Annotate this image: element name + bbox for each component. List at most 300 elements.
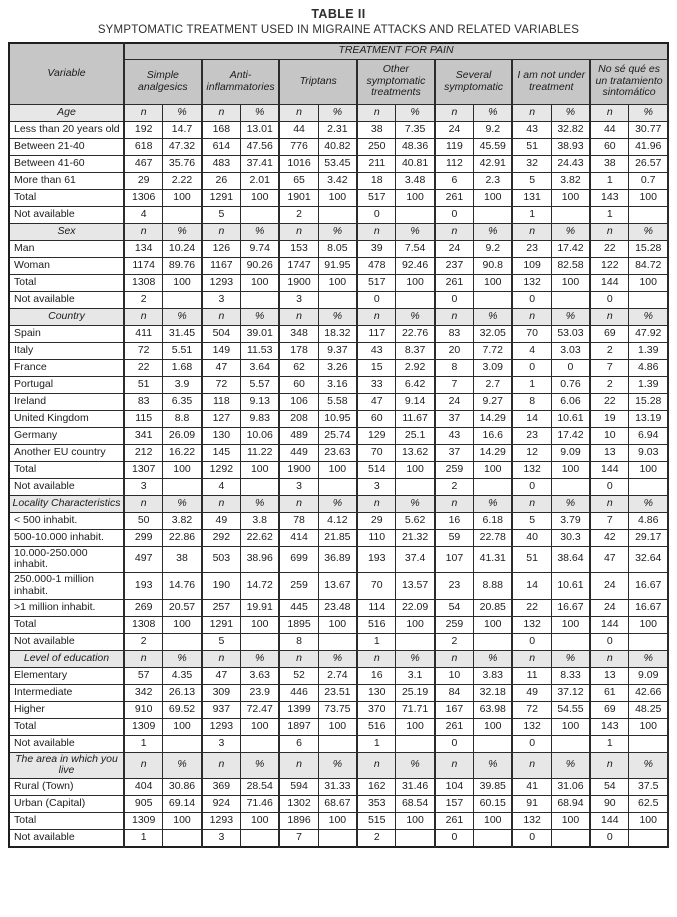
- data-cell: 54: [590, 779, 629, 796]
- data-cell: 72: [512, 701, 551, 718]
- subcolumn-header: n: [435, 223, 474, 240]
- data-cell: 30.3: [551, 529, 590, 546]
- data-cell: 44: [590, 121, 629, 138]
- data-cell: 24: [435, 240, 474, 257]
- table-row: [9, 342, 668, 359]
- table-row: [9, 274, 668, 291]
- data-cell: 9.2: [474, 121, 513, 138]
- data-cell: 117: [357, 325, 396, 342]
- subcolumn-header: %: [241, 752, 280, 779]
- subcolumn-header: %: [163, 308, 202, 325]
- data-cell: 414: [279, 529, 318, 546]
- data-cell: 28.54: [241, 779, 280, 796]
- data-cell: 517: [357, 274, 396, 291]
- data-cell: 9.09: [551, 444, 590, 461]
- data-cell: 112: [435, 155, 474, 172]
- subcolumn-header: %: [629, 752, 668, 779]
- data-cell: 237: [435, 257, 474, 274]
- data-cell: [629, 206, 668, 223]
- subcolumn-header: n: [512, 104, 551, 121]
- data-cell: 292: [202, 529, 241, 546]
- data-cell: 72: [202, 376, 241, 393]
- data-cell: 100: [163, 718, 202, 735]
- data-cell: 100: [241, 189, 280, 206]
- subcolumn-header: %: [241, 495, 280, 512]
- data-cell: 483: [202, 155, 241, 172]
- symptomatic-treatment-table: [8, 42, 669, 848]
- data-cell: 78: [279, 512, 318, 529]
- table-row: [9, 779, 668, 796]
- data-cell: 39.85: [474, 779, 513, 796]
- data-cell: 162: [357, 779, 396, 796]
- data-cell: 4.12: [318, 512, 357, 529]
- data-cell: [551, 830, 590, 847]
- data-cell: 261: [435, 718, 474, 735]
- row-label: Between 41-60: [9, 155, 124, 172]
- data-cell: 23.9: [241, 684, 280, 701]
- data-cell: 4.86: [629, 359, 668, 376]
- row-label: Urban (Capital): [9, 796, 124, 813]
- data-cell: 17.42: [551, 427, 590, 444]
- data-cell: [318, 735, 357, 752]
- data-cell: 1308: [124, 616, 163, 633]
- data-cell: 0: [590, 291, 629, 308]
- data-cell: 43: [435, 427, 474, 444]
- data-cell: 937: [202, 701, 241, 718]
- data-cell: 144: [590, 461, 629, 478]
- data-cell: 100: [629, 718, 668, 735]
- data-cell: 905: [124, 796, 163, 813]
- table-row: [9, 121, 668, 138]
- data-cell: 8.37: [396, 342, 435, 359]
- data-cell: 100: [241, 461, 280, 478]
- data-cell: 924: [202, 796, 241, 813]
- data-cell: 37.4: [396, 546, 435, 573]
- data-cell: 36.89: [318, 546, 357, 573]
- data-cell: 2: [124, 291, 163, 308]
- data-cell: 2: [279, 206, 318, 223]
- data-cell: 10.06: [241, 427, 280, 444]
- subcolumn-header: n: [124, 104, 163, 121]
- row-label: >1 million inhabit.: [9, 599, 124, 616]
- data-cell: 0: [590, 478, 629, 495]
- data-cell: 5.62: [396, 512, 435, 529]
- data-cell: 153: [279, 240, 318, 257]
- data-cell: 1897: [279, 718, 318, 735]
- row-label: Not available: [9, 206, 124, 223]
- section-header-row: [9, 752, 668, 779]
- data-cell: 26.09: [163, 427, 202, 444]
- subcolumn-header: %: [163, 650, 202, 667]
- data-cell: 178: [279, 342, 318, 359]
- data-cell: 132: [512, 461, 551, 478]
- data-cell: 7: [590, 512, 629, 529]
- data-cell: 23: [435, 573, 474, 600]
- subcolumn-header: %: [629, 650, 668, 667]
- data-cell: 13.01: [241, 121, 280, 138]
- data-cell: 60: [357, 410, 396, 427]
- row-label: Between 21-40: [9, 138, 124, 155]
- data-cell: 0: [512, 735, 551, 752]
- subcolumn-header: n: [590, 495, 629, 512]
- data-cell: 212: [124, 444, 163, 461]
- data-cell: 10: [435, 667, 474, 684]
- data-cell: 4: [124, 206, 163, 223]
- data-cell: [551, 291, 590, 308]
- data-cell: 100: [551, 274, 590, 291]
- table-row: [9, 667, 668, 684]
- data-cell: 100: [629, 813, 668, 830]
- data-cell: 100: [241, 616, 280, 633]
- data-cell: 47: [202, 667, 241, 684]
- row-label: Portugal: [9, 376, 124, 393]
- data-cell: 32.18: [474, 684, 513, 701]
- data-cell: 23.51: [318, 684, 357, 701]
- table-row: [9, 393, 668, 410]
- table-row: [9, 359, 668, 376]
- data-cell: 5: [512, 172, 551, 189]
- data-cell: 100: [396, 274, 435, 291]
- table-row: [9, 172, 668, 189]
- subcolumn-header: %: [318, 104, 357, 121]
- data-cell: 131: [512, 189, 551, 206]
- data-cell: 3.8: [241, 512, 280, 529]
- table-row: [9, 376, 668, 393]
- data-cell: 1.39: [629, 342, 668, 359]
- data-cell: [551, 735, 590, 752]
- data-cell: 1.68: [163, 359, 202, 376]
- subcolumn-header: n: [512, 495, 551, 512]
- data-cell: 7: [279, 830, 318, 847]
- row-label: Intermediate: [9, 684, 124, 701]
- data-cell: 1900: [279, 274, 318, 291]
- data-cell: 3.03: [551, 342, 590, 359]
- data-cell: 2: [357, 830, 396, 847]
- data-cell: 4.35: [163, 667, 202, 684]
- data-cell: 38: [357, 121, 396, 138]
- data-cell: 4: [512, 342, 551, 359]
- group-header: Triptans: [279, 59, 357, 104]
- data-cell: 2.01: [241, 172, 280, 189]
- data-cell: 0: [512, 291, 551, 308]
- subcolumn-header: n: [512, 223, 551, 240]
- data-cell: 1895: [279, 616, 318, 633]
- data-cell: 51: [512, 546, 551, 573]
- data-cell: 15.28: [629, 393, 668, 410]
- data-cell: 269: [124, 599, 163, 616]
- data-cell: 11.22: [241, 444, 280, 461]
- subcolumn-header: %: [551, 308, 590, 325]
- table-row: [9, 813, 668, 830]
- data-cell: 3.83: [474, 667, 513, 684]
- subcolumn-header: n: [435, 104, 474, 121]
- data-cell: 5.57: [241, 376, 280, 393]
- data-cell: 8.8: [163, 410, 202, 427]
- data-cell: 8: [279, 633, 318, 650]
- data-cell: 82.58: [551, 257, 590, 274]
- data-cell: 1174: [124, 257, 163, 274]
- data-cell: 13.62: [396, 444, 435, 461]
- data-cell: 342: [124, 684, 163, 701]
- data-cell: 15: [357, 359, 396, 376]
- data-cell: 16: [435, 512, 474, 529]
- data-cell: 2.7: [474, 376, 513, 393]
- data-cell: 369: [202, 779, 241, 796]
- data-cell: 53.45: [318, 155, 357, 172]
- data-cell: 190: [202, 573, 241, 600]
- row-label: 10.000-250.000 inhabit.: [9, 546, 124, 573]
- data-cell: [241, 830, 280, 847]
- data-cell: 100: [163, 274, 202, 291]
- subcolumn-header: %: [474, 752, 513, 779]
- data-cell: 72: [124, 342, 163, 359]
- data-cell: 10.24: [163, 240, 202, 257]
- data-cell: 69.14: [163, 796, 202, 813]
- table-body: [9, 104, 668, 847]
- table-row: [9, 512, 668, 529]
- data-cell: [163, 633, 202, 650]
- data-cell: 16.6: [474, 427, 513, 444]
- data-cell: 60: [279, 376, 318, 393]
- data-cell: [163, 830, 202, 847]
- data-cell: 2.3: [474, 172, 513, 189]
- data-cell: 37: [435, 410, 474, 427]
- data-cell: 3.42: [318, 172, 357, 189]
- data-cell: 60: [590, 138, 629, 155]
- subcolumn-header: %: [474, 495, 513, 512]
- data-cell: 3.09: [474, 359, 513, 376]
- data-cell: 106: [279, 393, 318, 410]
- data-cell: 449: [279, 444, 318, 461]
- section-header-row: [9, 308, 668, 325]
- data-cell: 40: [512, 529, 551, 546]
- subcolumn-header: n: [279, 223, 318, 240]
- table-row: [9, 546, 668, 573]
- subcolumn-header: %: [318, 752, 357, 779]
- data-cell: 6.06: [551, 393, 590, 410]
- data-cell: 132: [512, 616, 551, 633]
- data-cell: 22: [512, 599, 551, 616]
- row-label: More than 61: [9, 172, 124, 189]
- row-label: Ireland: [9, 393, 124, 410]
- data-cell: 208: [279, 410, 318, 427]
- subcolumn-header: %: [629, 223, 668, 240]
- data-cell: 0: [590, 633, 629, 650]
- section-label: Age: [9, 104, 124, 121]
- data-cell: 100: [318, 813, 357, 830]
- subcolumn-header: n: [590, 308, 629, 325]
- data-cell: 30.86: [163, 779, 202, 796]
- subcolumn-header: n: [357, 104, 396, 121]
- data-cell: 1308: [124, 274, 163, 291]
- section-label: The area in which you live: [9, 752, 124, 779]
- data-cell: 699: [279, 546, 318, 573]
- data-cell: 259: [279, 573, 318, 600]
- data-cell: 9.09: [629, 667, 668, 684]
- data-cell: 594: [279, 779, 318, 796]
- section-label: Locality Characteristics: [9, 495, 124, 512]
- data-cell: 100: [551, 813, 590, 830]
- subcolumn-header: %: [163, 223, 202, 240]
- data-cell: 32.64: [629, 546, 668, 573]
- row-label: Not available: [9, 830, 124, 847]
- data-cell: 31.45: [163, 325, 202, 342]
- data-cell: 47.92: [629, 325, 668, 342]
- data-cell: 1896: [279, 813, 318, 830]
- table-row: [9, 291, 668, 308]
- data-cell: 24: [435, 393, 474, 410]
- treatment-for-pain-header: TREATMENT FOR PAIN: [124, 43, 668, 59]
- data-cell: 39.01: [241, 325, 280, 342]
- data-cell: 14: [512, 410, 551, 427]
- data-cell: 110: [357, 529, 396, 546]
- data-cell: 54: [435, 599, 474, 616]
- row-label: Total: [9, 616, 124, 633]
- data-cell: 42.91: [474, 155, 513, 172]
- group-header: Anti-inflammatories: [202, 59, 280, 104]
- data-cell: 100: [551, 718, 590, 735]
- data-cell: 3: [279, 478, 318, 495]
- data-cell: 6.18: [474, 512, 513, 529]
- row-label: France: [9, 359, 124, 376]
- data-cell: 29.17: [629, 529, 668, 546]
- data-cell: 68.67: [318, 796, 357, 813]
- section-header-row: [9, 223, 668, 240]
- data-cell: 122: [590, 257, 629, 274]
- data-cell: [396, 735, 435, 752]
- data-cell: 404: [124, 779, 163, 796]
- data-cell: 7: [590, 359, 629, 376]
- data-cell: 2: [590, 342, 629, 359]
- data-cell: 168: [202, 121, 241, 138]
- row-label: Total: [9, 718, 124, 735]
- subcolumn-header: n: [435, 650, 474, 667]
- subcolumn-header: %: [396, 650, 435, 667]
- row-label: Another EU country: [9, 444, 124, 461]
- subcolumn-header: %: [551, 650, 590, 667]
- data-cell: [241, 291, 280, 308]
- data-cell: 14.7: [163, 121, 202, 138]
- data-cell: 18: [357, 172, 396, 189]
- subcolumn-header: %: [163, 752, 202, 779]
- data-cell: 144: [590, 616, 629, 633]
- data-cell: 115: [124, 410, 163, 427]
- data-cell: 3.82: [551, 172, 590, 189]
- data-cell: 90.8: [474, 257, 513, 274]
- data-cell: 100: [318, 461, 357, 478]
- data-cell: 26: [202, 172, 241, 189]
- data-cell: 9.13: [241, 393, 280, 410]
- section-label: Country: [9, 308, 124, 325]
- data-cell: 31.33: [318, 779, 357, 796]
- data-cell: 0: [435, 830, 474, 847]
- data-cell: 515: [357, 813, 396, 830]
- data-cell: 3: [357, 478, 396, 495]
- table-row: [9, 633, 668, 650]
- data-cell: 127: [202, 410, 241, 427]
- subcolumn-header: %: [551, 104, 590, 121]
- data-cell: 16.67: [551, 599, 590, 616]
- data-cell: [163, 735, 202, 752]
- subcolumn-header: n: [124, 650, 163, 667]
- data-cell: 9.27: [474, 393, 513, 410]
- data-cell: 299: [124, 529, 163, 546]
- subcolumn-header: %: [163, 495, 202, 512]
- data-cell: 100: [163, 813, 202, 830]
- data-cell: 8: [512, 393, 551, 410]
- data-cell: 24.43: [551, 155, 590, 172]
- data-cell: 41: [512, 779, 551, 796]
- data-cell: 92.46: [396, 257, 435, 274]
- subcolumn-header: n: [124, 223, 163, 240]
- data-cell: 3.1: [396, 667, 435, 684]
- data-cell: 145: [202, 444, 241, 461]
- row-label: 250.000-1 million inhabit.: [9, 573, 124, 600]
- subcolumn-header: %: [474, 308, 513, 325]
- data-cell: [474, 478, 513, 495]
- subcolumn-header: %: [241, 104, 280, 121]
- data-cell: 100: [396, 461, 435, 478]
- data-cell: 1293: [202, 274, 241, 291]
- data-cell: 22: [590, 393, 629, 410]
- data-cell: 70: [357, 444, 396, 461]
- data-cell: 1307: [124, 461, 163, 478]
- data-cell: 10.61: [551, 573, 590, 600]
- data-cell: 16.67: [629, 599, 668, 616]
- data-cell: 45.59: [474, 138, 513, 155]
- subcolumn-header: %: [396, 752, 435, 779]
- data-cell: 157: [435, 796, 474, 813]
- subcolumn-header: %: [241, 308, 280, 325]
- section-header-row: [9, 495, 668, 512]
- data-cell: 8: [435, 359, 474, 376]
- data-cell: 5: [512, 512, 551, 529]
- data-cell: 17.42: [551, 240, 590, 257]
- data-cell: 411: [124, 325, 163, 342]
- subcolumn-header: n: [202, 650, 241, 667]
- treatment-span-row: [9, 43, 668, 59]
- subcolumn-header: %: [396, 308, 435, 325]
- subcolumn-header: n: [279, 752, 318, 779]
- data-cell: 3: [202, 291, 241, 308]
- data-cell: 100: [241, 813, 280, 830]
- subcolumn-header: %: [318, 495, 357, 512]
- subcolumn-header: %: [396, 104, 435, 121]
- group-header: No sé qué es un tratamiento sintomático: [590, 59, 668, 104]
- data-cell: 100: [629, 189, 668, 206]
- data-cell: 100: [474, 274, 513, 291]
- group-header: I am not under treatment: [512, 59, 590, 104]
- data-cell: 100: [629, 461, 668, 478]
- table-row: [9, 796, 668, 813]
- data-cell: 10: [590, 427, 629, 444]
- subcolumn-header: n: [435, 495, 474, 512]
- data-cell: 8.33: [551, 667, 590, 684]
- row-label: Total: [9, 461, 124, 478]
- data-cell: 47: [590, 546, 629, 573]
- data-cell: 132: [512, 718, 551, 735]
- data-cell: 100: [318, 274, 357, 291]
- data-cell: 109: [512, 257, 551, 274]
- data-cell: 22.09: [396, 599, 435, 616]
- data-cell: 49: [202, 512, 241, 529]
- data-cell: 1: [590, 735, 629, 752]
- data-cell: 38.93: [551, 138, 590, 155]
- table-subtitle: SYMPTOMATIC TREATMENT USED IN MIGRAINE ATTACKS AND RELATED VARIABLES: [97, 24, 580, 36]
- data-cell: 489: [279, 427, 318, 444]
- data-cell: 3: [279, 291, 318, 308]
- data-cell: 3.63: [241, 667, 280, 684]
